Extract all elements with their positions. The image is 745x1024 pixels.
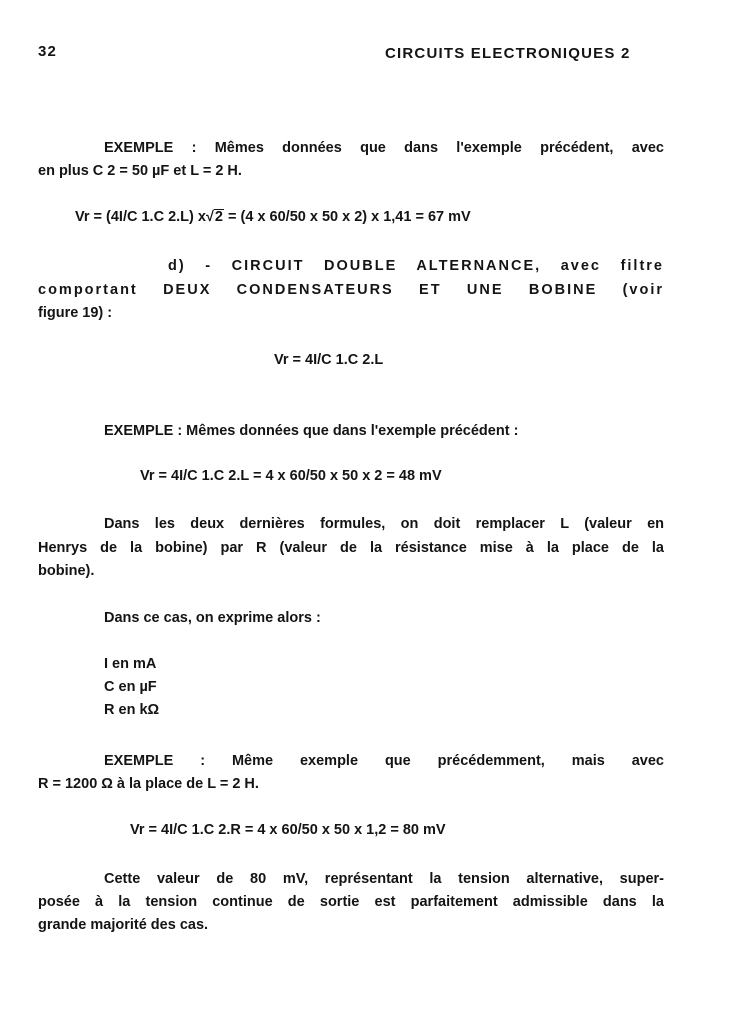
- formula-1-right: = (4 x 60/50 x 50 x 2) x 1,41 = 67 mV: [228, 209, 471, 225]
- formula-1-left: Vr = (4I/C 1.C 2.L) x: [75, 209, 206, 225]
- paragraph-2-line-1: Dans ce cas, on exprime alors :: [104, 610, 321, 626]
- section-d-line-1: d) - CIRCUIT DOUBLE ALTERNANCE, avec filtre: [168, 258, 664, 274]
- example-1-line-1: EXEMPLE : Mêmes données que dans l'exemple précédent, avec: [104, 140, 664, 156]
- section-d-line-3: figure 19) :: [38, 305, 113, 321]
- page-number: 32: [38, 43, 58, 60]
- example-3-line-2: R = 1200 Ω à la place de L = 2 H.: [38, 776, 259, 792]
- formula-3: Vr = 4I/C 1.C 2.L = 4 x 60/50 x 50 x 2 = 48 mV: [140, 468, 442, 484]
- example-2-line-1: EXEMPLE : Mêmes données que dans l'exemple précédent :: [104, 423, 519, 439]
- section-d-line-2: comportant DEUX CONDENSATEURS ET UNE BOBINE (voir: [38, 282, 664, 298]
- paragraph-1-line-3: bobine).: [38, 563, 95, 579]
- unit-list-item: R en kΩ: [104, 702, 160, 718]
- paragraph-1-line-1: Dans les deux dernières formules, on doit remplacer L (valeur en: [104, 516, 664, 532]
- paragraph-3-line-3: grande majorité des cas.: [38, 917, 209, 933]
- example-1-line-2: en plus C 2 = 50 µF et L = 2 H.: [38, 163, 242, 179]
- sqrt-symbol: √2: [205, 209, 223, 225]
- formula-4: Vr = 4I/C 1.C 2.R = 4 x 60/50 x 50 x 1,2 = 80 mV: [130, 822, 446, 838]
- paragraph-1-line-2: Henrys de la bobine) par R (valeur de la résistance mise à la place de la: [38, 540, 664, 556]
- formula-2: Vr = 4I/C 1.C 2.L: [274, 352, 384, 368]
- sqrt-radicand: 2: [214, 209, 223, 225]
- unit-list-item: C en µF: [104, 679, 157, 695]
- running-header-title: CIRCUITS ELECTRONIQUES 2: [385, 45, 631, 62]
- paragraph-3-line-2: posée à la tension continue de sortie est parfaitement admissible dans la: [38, 894, 664, 910]
- formula-1: [75, 208, 471, 226]
- unit-list-item: I en mA: [104, 656, 157, 672]
- paragraph-3-line-1: Cette valeur de 80 mV, représentant la tension alternative, super-: [104, 871, 664, 887]
- example-3-line-1: EXEMPLE : Même exemple que précédemment, mais avec: [104, 753, 664, 769]
